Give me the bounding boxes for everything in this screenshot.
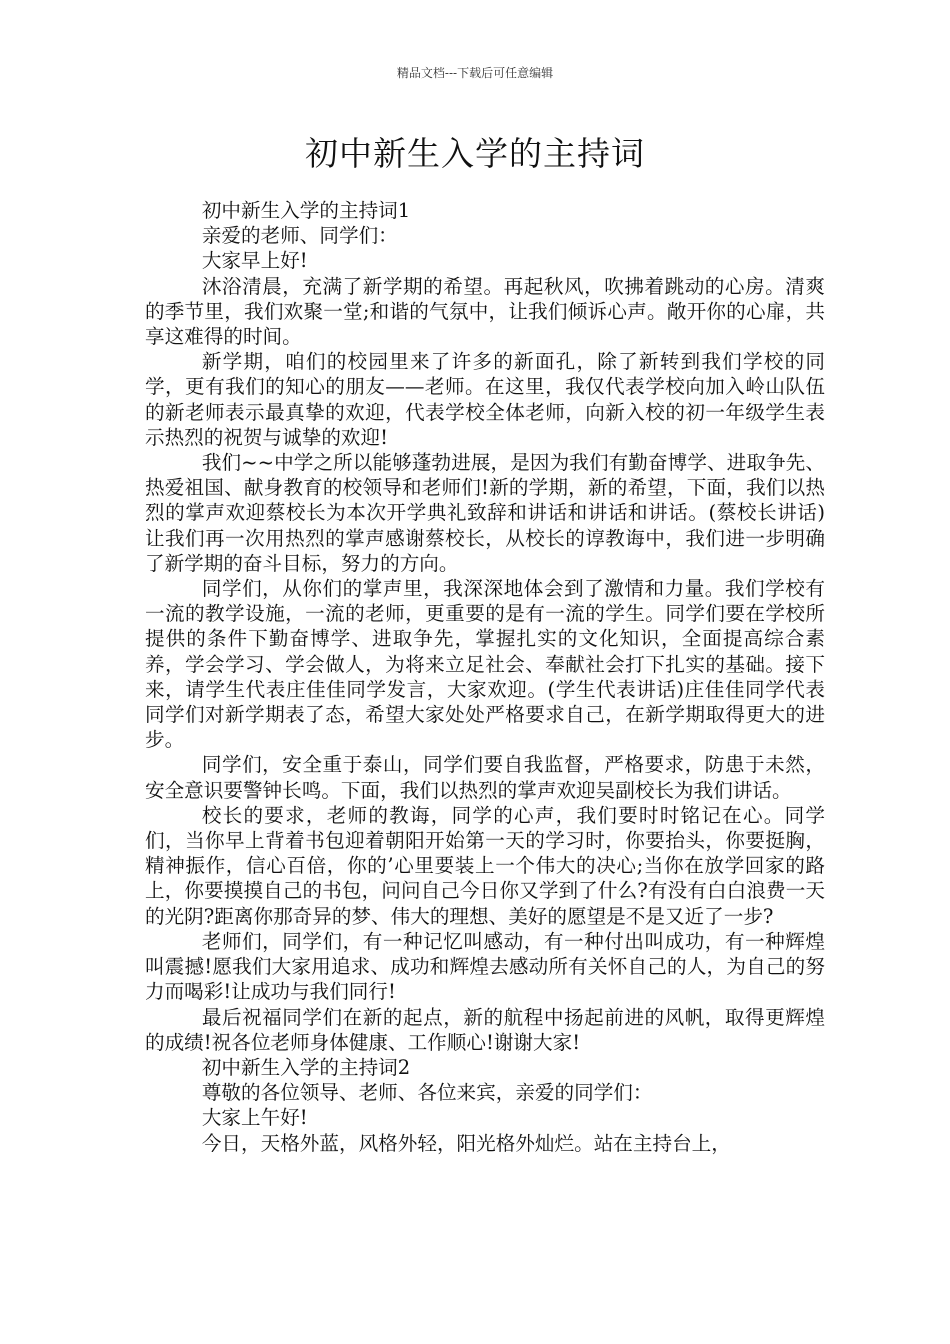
paragraph: 今日，天格外蓝，风格外轻，阳光格外灿烂。站在主持台上， — [201, 1131, 731, 1155]
greeting: 大家上午好! — [201, 1106, 308, 1130]
paragraph: 校长的要求，老师的教诲，同学的心声，我们要时时铭记在心。同学们，当你早上背着书包迎着朝阳开始第一天的学习时，你要抬头，你要挺胸，精神振作，信心百倍，你的’心里要装上一个伟大的决心;当你在放学回家的路上，你要摸摸自己的书包，问问自己今日你又学到了什么?有没有白白浪费一天的光阴?距离你那奇异的梦、伟大的理想、美好的愿望是不是又近了一步? — [145, 803, 825, 928]
paragraph: 同学们，从你们的掌声里，我深深地体会到了激情和力量。我们学校有一流的教学设施，一流的老师，更重要的是有一流的学生。同学们要在学校所提供的条件下勤奋博学、进取争先，掌握扎实的文化知识，全面提高综合素养，学会学习、学会做人，为将来立足社会、奉献社会打下扎实的基础。接下来，请学生代表庄佳佳同学发言，大家欢迎。(学生代表讲话)庄佳佳同学代表同学们对新学期表了态，希望大家处处严格要求自己，在新学期取得更大的进步。 — [145, 577, 825, 752]
paragraph: 老师们，同学们，有一种记忆叫感动，有一种付出叫成功，有一种辉煌叫震撼!愿我们大家用追求、成功和辉煌去感动所有关怀自己的人，为自己的努力而喝彩!让成功与我们同行! — [145, 929, 825, 1004]
paragraph: 沐浴清晨，充满了新学期的希望。再起秋风，吹拂着跳动的心房。清爽的季节里，我们欢聚一堂;和谐的气氛中，让我们倾诉心声。敞开你的心扉，共享这难得的时间。 — [145, 274, 825, 349]
salutation: 尊敬的各位领导、老师、各位来宾，亲爱的同学们： — [201, 1081, 653, 1105]
paragraph: 我们~~中学之所以能够蓬勃进展，是因为我们有勤奋博学、进取争先、热爱祖国、献身教育的校领导和老师们!新的学期，新的希望，下面，我们以热烈的掌声欢迎蔡校长为本次开学典礼致辞和讲话和讲话和讲话。(蔡校长讲话)让我们再一次用热烈的掌声感谢蔡校长，从校长的谆教诲中，我们进一步明确了新学期的奋斗目标，努力的方向。 — [145, 451, 825, 575]
document-body — [145, 198, 825, 1156]
document-title: 初中新生入学的主持词 — [305, 134, 645, 173]
page-header: 精品文档---下载后可任意编辑 — [396, 66, 554, 80]
greeting: 大家早上好! — [201, 249, 308, 273]
section-heading-1: 初中新生入学的主持词1 — [201, 199, 411, 222]
paragraph: 同学们，安全重于泰山，同学们要自我监督，严格要求，防患于未然，安全意识要警钟长鸣。下面，我们以热烈的掌声欢迎吴副校长为我们讲话。 — [145, 753, 825, 802]
paragraph: 最后祝福同学们在新的起点，新的航程中扬起前进的风帆，取得更辉煌的成绩!祝各位老师身体健康、工作顺心!谢谢大家! — [145, 1005, 825, 1054]
section-heading-2: 初中新生入学的主持词2 — [201, 1055, 411, 1079]
salutation: 亲爱的老师、同学们： — [201, 224, 398, 248]
paragraph: 新学期，咱们的校园里来了许多的新面孔，除了新转到我们学校的同学，更有我们的知心的朋友——老师。在这里，我仅代表学校向加入岭山队伍的新老师表示最真挚的欢迎，代表学校全体老师，向新入校的初一年级学生表示热烈的祝贺与诚挚的欢迎! — [145, 350, 825, 449]
